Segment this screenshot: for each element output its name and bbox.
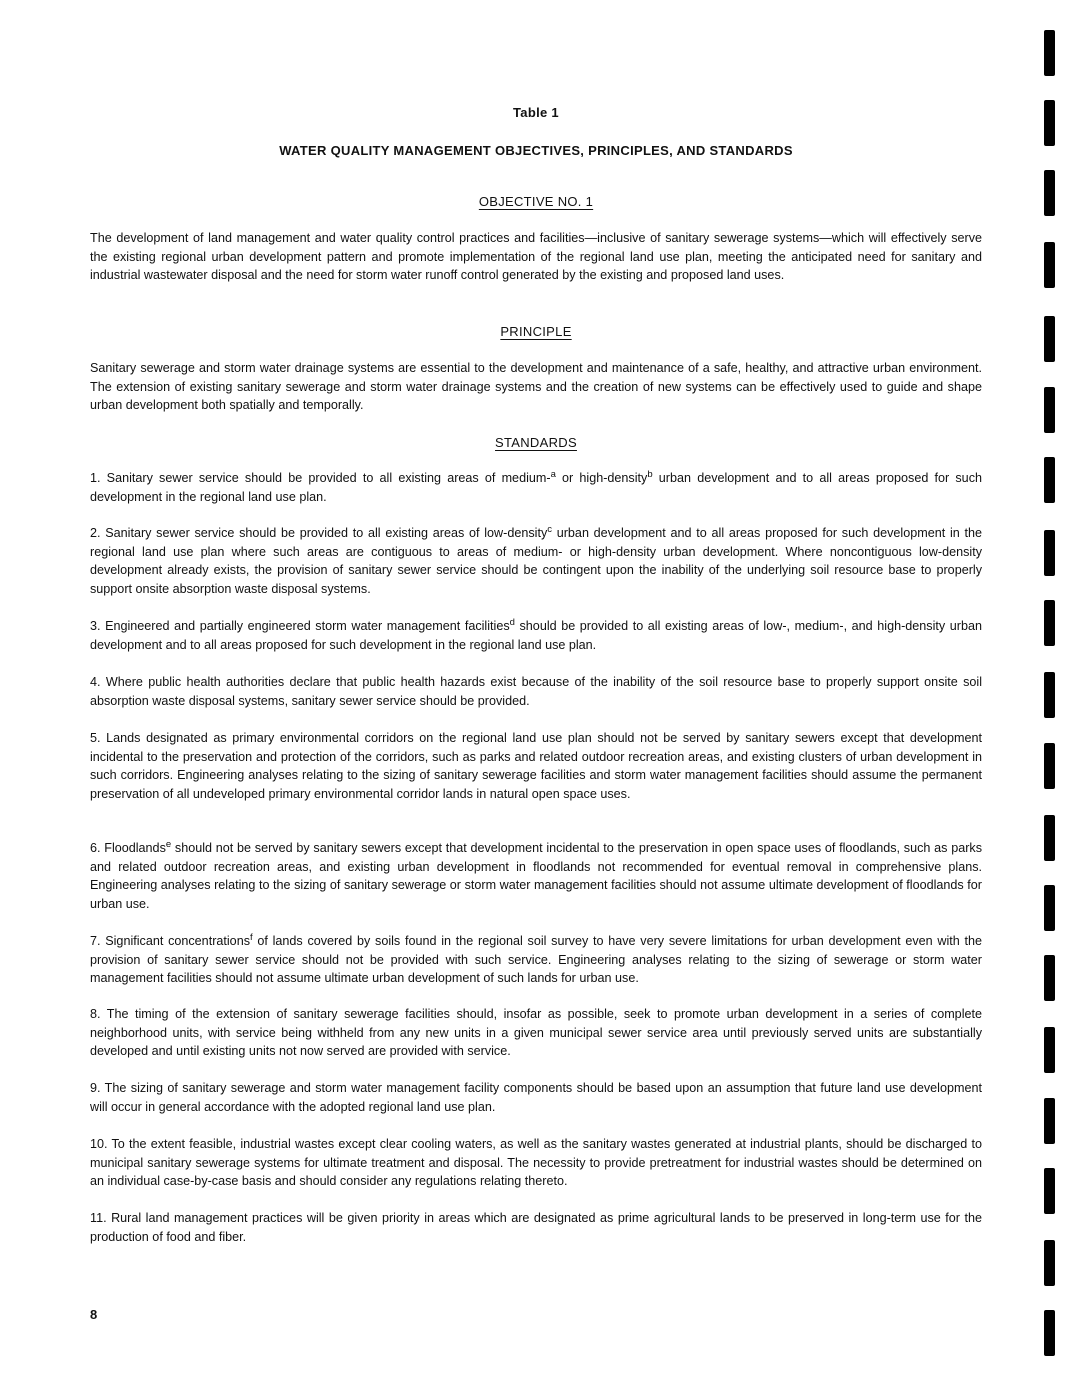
scan-mark bbox=[1044, 457, 1055, 503]
scan-mark bbox=[1044, 955, 1055, 1001]
scan-mark bbox=[1044, 815, 1055, 861]
standard-7-text-b: of lands covered by soils found in the regional soil survey to have very severe limitations for urban development even with the provision of sanitary sewer service should not be provided with such service. Engineering analyses relating to the sizing of sewerage or storm water management facilities should not assume ultimate urban development of such lands for urban use. bbox=[90, 934, 983, 986]
scan-mark bbox=[1044, 316, 1055, 362]
scan-mark bbox=[1044, 387, 1055, 433]
scan-mark bbox=[1044, 1168, 1055, 1214]
standard-item-3 bbox=[90, 617, 982, 654]
standard-8-text: 8. The timing of the extension of sanitary sewerage facilities should, insofar as possible, seek to promote urban development in a series of complete neighborhood units, with service being withheld from any new units in a given municipal sewer service area until previously served units are substantially developed and until existing units not now served are provided with service. bbox=[90, 1007, 982, 1059]
objective-text: The development of land management and water quality control practices and facilities—inclusive of sanitary sewerage systems—which will effectively serve the existing regional urban development pattern and promote implementation of the regional land use plan, meeting the anticipated need for sanitary and industrial wastewater disposal and the need for storm water runoff control generated by the existing and proposed land uses. bbox=[90, 231, 982, 283]
standard-2-text-b: urban development and to all areas proposed for such development in the regional land use plan where such areas are contiguous to areas of medium- or high-density urban development. Where noncontiguous low-density development already exists, the provision of sanitary sewer service should be contingent upon the inability of the underlying soil resource base to properly support onsite absorption waste disposal systems. bbox=[90, 526, 982, 597]
scan-mark bbox=[1044, 242, 1055, 288]
standard-3-text-b: should be provided to all existing areas of low-, medium-, and high-density urban development and to all areas proposed for such development in the regional land use plan. bbox=[90, 619, 982, 652]
scan-mark bbox=[1044, 100, 1055, 146]
standard-item-8 bbox=[90, 1005, 982, 1061]
footnote-marker-e: e bbox=[165, 839, 172, 850]
principle-heading-wrapper bbox=[90, 324, 982, 339]
scan-mark bbox=[1044, 1240, 1055, 1286]
standard-10-text: 10. To the extent feasible, industrial wastes except clear cooling waters, as well as the sanitary wastes generated at industrial plants, should be discharged to municipal sanitary sewerage systems for ultimate treatment and disposal. The necessity to provide pretreatment for industrial wastes should be determined on an individual case-by-case basis and should consider any regulations relating thereto. bbox=[90, 1137, 982, 1189]
standard-item-4 bbox=[90, 673, 982, 710]
standard-4-text: 4. Where public health authorities declare that public health hazards exist because of the inability of the soil resource base to properly support onsite soil absorption waste disposal systems, sanitary sewer service should be provided. bbox=[90, 675, 982, 708]
standard-item-5 bbox=[90, 729, 982, 804]
standards-heading-wrapper bbox=[90, 435, 982, 450]
standard-item-11 bbox=[90, 1209, 982, 1246]
principle-text: Sanitary sewerage and storm water drainage systems are essential to the development and maintenance of a safe, healthy, and attractive urban environment. The extension of existing sanitary sewerage and storm water drainage systems and the creation of new systems can be effectively used to guide and shape urban development both spatially and temporally. bbox=[90, 361, 982, 413]
scan-mark bbox=[1044, 600, 1055, 646]
scan-mark bbox=[1044, 743, 1055, 789]
table-label: Table 1 bbox=[513, 105, 559, 120]
standard-item-6 bbox=[90, 839, 982, 914]
standard-6-text-a: 6. Floodlands bbox=[90, 841, 166, 855]
scan-mark bbox=[1044, 170, 1055, 216]
footnote-marker-d: d bbox=[509, 617, 515, 628]
scan-mark bbox=[1044, 530, 1055, 576]
standard-6-text-b: should not be served by sanitary sewers except that development incidental to the preservation in open space uses of floodlands, such as parks and related outdoor recreation areas, and existing urban development in floodlands not recommended for eventual removal in comprehensive plans. Engineering analyses relating to the sizing of sanitary sewerage or storm water management facilities should not assume ultimate development of floodlands for urban use. bbox=[90, 841, 982, 912]
standard-7-text-a: 7. Significant concentrations bbox=[90, 934, 250, 948]
scan-mark bbox=[1044, 1098, 1055, 1144]
principle-heading: PRINCIPLE bbox=[500, 324, 572, 339]
standard-item-10 bbox=[90, 1135, 982, 1191]
footnote-marker-f: f bbox=[250, 932, 253, 943]
standard-1-text-b: or high-density bbox=[555, 471, 648, 485]
standard-item-7 bbox=[90, 932, 982, 988]
standard-2-text-a: 2. Sanitary sewer service should be provided to all existing areas of low-density bbox=[90, 526, 548, 540]
standard-5-text: 5. Lands designated as primary environmental corridors on the regional land use plan should not be served by sanitary sewers except that development incidental to the preservation and protection of the corridors, such as parks and related outdoor recreation areas, and existing clusters of urban development in such corridors. Engineering analyses relating to the sizing of sanitary sewerage facilities and storm water management facilities should assume the permanent preservation of all undeveloped primary environmental corridor lands in natural open space uses. bbox=[90, 731, 982, 802]
scan-mark bbox=[1044, 885, 1055, 931]
table-title: WATER QUALITY MANAGEMENT OBJECTIVES, PRINCIPLES, AND STANDARDS bbox=[279, 143, 793, 158]
scan-mark bbox=[1044, 30, 1055, 76]
footnote-marker-a: a bbox=[550, 469, 556, 480]
objective-heading: OBJECTIVE NO. 1 bbox=[478, 194, 594, 209]
standard-item-1 bbox=[90, 469, 982, 506]
standard-1-text-c: urban development and to all areas proposed for such development in the regional land use plan. bbox=[90, 471, 982, 504]
objective-heading-wrapper bbox=[90, 194, 982, 209]
footnote-marker-c: c bbox=[547, 524, 552, 535]
standard-3-text-a: 3. Engineered and partially engineered storm water management facilities bbox=[90, 619, 510, 633]
standard-item-2 bbox=[90, 524, 982, 599]
standard-9-text: 9. The sizing of sanitary sewerage and storm water management facility components should be based upon an assumption that future land use development will occur in general accordance with the adopted regional land use plan. bbox=[90, 1081, 982, 1114]
standard-11-text: 11. Rural land management practices will be given priority in areas which are designated as prime agricultural lands to be preserved in long-term use for the production of food and fiber. bbox=[90, 1211, 982, 1244]
scan-mark bbox=[1044, 672, 1055, 718]
scan-mark bbox=[1044, 1027, 1055, 1073]
standard-item-9 bbox=[90, 1079, 982, 1116]
page-number: 8 bbox=[90, 1307, 98, 1322]
standard-1-text-a: 1. Sanitary sewer service should be provided to all existing areas of medium- bbox=[90, 471, 551, 485]
footnote-marker-b: b bbox=[647, 469, 653, 480]
standards-heading: STANDARDS bbox=[495, 435, 577, 450]
scan-mark bbox=[1044, 1310, 1055, 1356]
